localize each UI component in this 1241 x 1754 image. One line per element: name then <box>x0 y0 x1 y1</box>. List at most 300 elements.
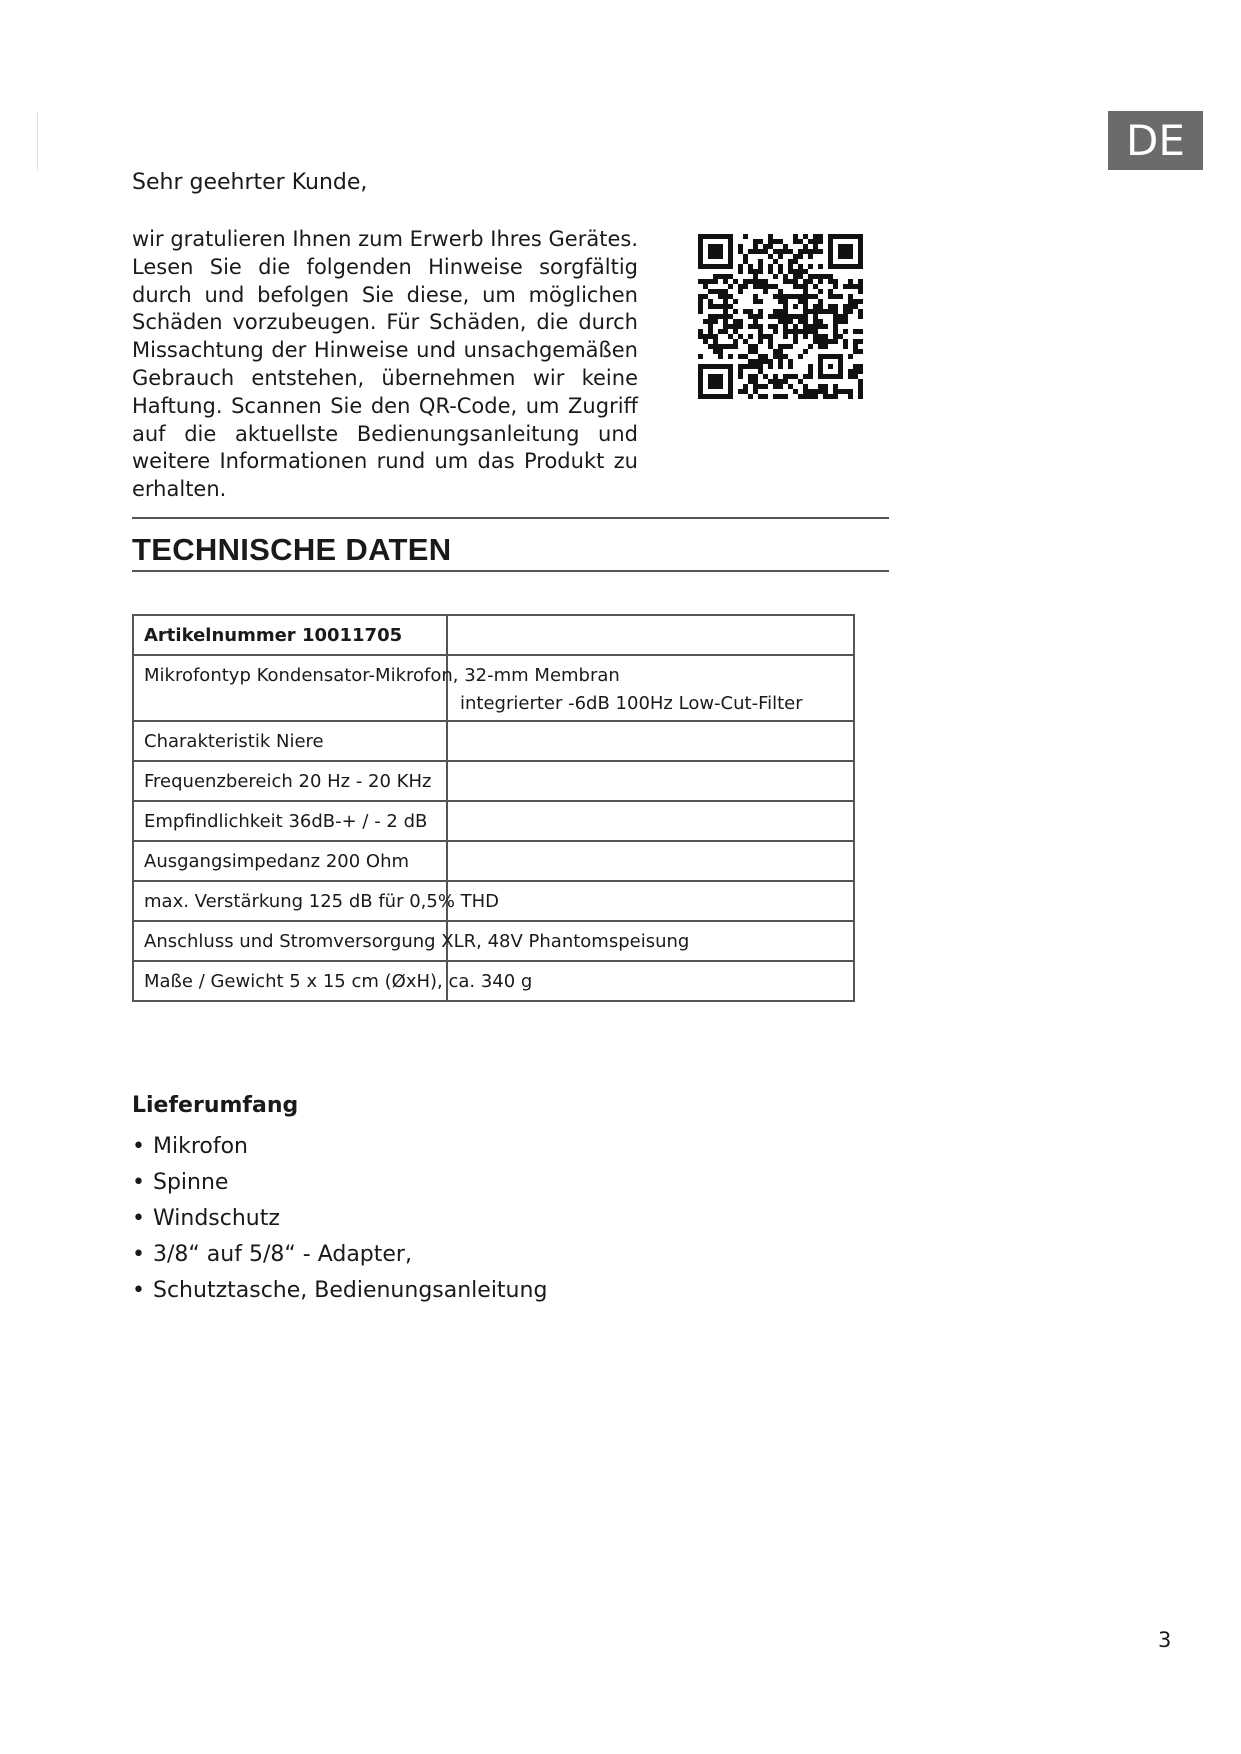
qr-module <box>768 264 773 269</box>
qr-module <box>813 319 818 324</box>
qr-module <box>793 279 798 284</box>
table-row <box>133 655 854 721</box>
qr-module <box>748 394 753 399</box>
qr-module <box>783 394 788 399</box>
qr-module <box>808 344 813 349</box>
qr-module <box>783 344 788 349</box>
qr-module <box>738 289 743 294</box>
qr-module <box>768 244 773 249</box>
bullet-icon: • <box>132 1206 145 1231</box>
qr-module <box>768 254 773 259</box>
qr-module <box>773 384 778 389</box>
qr-module <box>743 384 748 389</box>
qr-module <box>798 239 803 244</box>
qr-module <box>808 369 813 374</box>
qr-module <box>853 374 858 379</box>
qr-module <box>773 329 778 334</box>
qr-module <box>828 279 833 284</box>
qr-module <box>768 364 773 369</box>
section-title: TECHNISCHE DATEN <box>132 532 452 567</box>
qr-module <box>783 274 788 279</box>
qr-module <box>703 339 708 344</box>
qr-module <box>753 319 758 324</box>
list-item-label: Schutztasche, Bedienungsanleitung <box>153 1278 548 1303</box>
qr-module <box>803 304 808 309</box>
qr-module <box>703 319 708 324</box>
section-rule-top <box>132 517 889 519</box>
qr-module <box>778 394 783 399</box>
qr-module <box>698 334 703 339</box>
qr-module <box>773 239 778 244</box>
qr-module <box>823 339 828 344</box>
qr-module <box>813 304 818 309</box>
qr-module <box>743 259 748 264</box>
qr-module <box>703 294 708 299</box>
qr-module <box>808 394 813 399</box>
qr-module <box>743 354 748 359</box>
qr-module <box>818 389 823 394</box>
qr-module <box>833 309 838 314</box>
qr-module <box>818 239 823 244</box>
qr-module <box>818 334 823 339</box>
list-item-label: Windschutz <box>153 1206 280 1231</box>
qr-module <box>758 329 763 334</box>
qr-module <box>803 234 808 239</box>
qr-module <box>813 324 818 329</box>
qr-module <box>833 284 838 289</box>
qr-module <box>858 289 863 294</box>
qr-module <box>808 364 813 369</box>
qr-module <box>808 239 813 244</box>
qr-module <box>778 249 783 254</box>
qr-module <box>733 344 738 349</box>
qr-module <box>783 354 788 359</box>
qr-module <box>778 309 783 314</box>
qr-module <box>858 279 863 284</box>
qr-module <box>828 289 833 294</box>
qr-module <box>808 374 813 379</box>
qr-module <box>728 324 733 329</box>
qr-code <box>698 234 863 399</box>
qr-module <box>713 319 718 324</box>
qr-module <box>858 394 863 399</box>
qr-module <box>698 299 703 304</box>
qr-module <box>823 384 828 389</box>
qr-module <box>853 284 858 289</box>
qr-module <box>858 284 863 289</box>
qr-module <box>718 294 723 299</box>
qr-module <box>773 294 778 299</box>
qr-module <box>793 389 798 394</box>
qr-module <box>748 264 753 269</box>
qr-module <box>748 344 753 349</box>
qr-module <box>718 329 723 334</box>
qr-module <box>753 249 758 254</box>
qr-module <box>758 339 763 344</box>
qr-module <box>803 334 808 339</box>
qr-module <box>713 349 718 354</box>
qr-module <box>843 309 848 314</box>
table-row <box>133 615 854 655</box>
qr-module <box>808 279 813 284</box>
qr-module <box>723 309 728 314</box>
qr-module <box>798 294 803 299</box>
qr-module <box>783 334 788 339</box>
qr-module <box>748 364 753 369</box>
qr-module <box>798 284 803 289</box>
qr-module <box>793 314 798 319</box>
qr-module <box>788 264 793 269</box>
qr-module <box>748 379 753 384</box>
qr-module <box>783 249 788 254</box>
qr-module <box>823 334 828 339</box>
qr-module <box>843 319 848 324</box>
qr-module <box>853 339 858 344</box>
qr-module <box>738 389 743 394</box>
qr-module <box>718 354 723 359</box>
qr-module <box>818 289 823 294</box>
qr-module <box>858 299 863 304</box>
qr-module <box>753 294 758 299</box>
qr-module <box>753 269 758 274</box>
qr-module <box>778 299 783 304</box>
qr-module <box>803 299 808 304</box>
qr-module <box>778 384 783 389</box>
qr-module <box>758 384 763 389</box>
qr-module <box>768 269 773 274</box>
qr-module <box>818 309 823 314</box>
qr-module <box>833 319 838 324</box>
qr-module <box>793 334 798 339</box>
qr-module <box>833 314 838 319</box>
qr-module <box>798 354 803 359</box>
qr-module <box>738 369 743 374</box>
qr-module <box>708 289 713 294</box>
qr-module <box>828 309 833 314</box>
qr-module <box>713 344 718 349</box>
qr-module <box>778 319 783 324</box>
qr-module <box>848 284 853 289</box>
qr-module <box>858 329 863 334</box>
qr-module <box>773 379 778 384</box>
qr-module <box>728 294 733 299</box>
qr-module <box>848 299 853 304</box>
qr-module <box>773 354 778 359</box>
table-row <box>133 761 854 801</box>
qr-module <box>753 239 758 244</box>
qr-module <box>783 279 788 284</box>
qr-module <box>838 294 843 299</box>
qr-module <box>713 274 718 279</box>
qr-module <box>778 364 783 369</box>
qr-module <box>858 384 863 389</box>
qr-module <box>778 264 783 269</box>
qr-module <box>728 274 733 279</box>
qr-module <box>833 279 838 284</box>
qr-module <box>793 324 798 329</box>
qr-module <box>803 329 808 334</box>
qr-module <box>748 269 753 274</box>
qr-module <box>788 384 793 389</box>
qr-module <box>848 389 853 394</box>
qr-module <box>703 284 708 289</box>
qr-module <box>753 244 758 249</box>
qr-module <box>753 314 758 319</box>
spec-text-continuation: integrierter -6dB 100Hz Low-Cut-Filter <box>460 693 803 714</box>
qr-module <box>788 259 793 264</box>
list-item <box>132 1273 547 1309</box>
qr-module <box>823 324 828 329</box>
qr-module <box>833 324 838 329</box>
qr-module <box>758 269 763 274</box>
qr-module <box>758 264 763 269</box>
qr-module <box>723 274 728 279</box>
qr-module <box>763 374 768 379</box>
list-item <box>132 1237 547 1273</box>
qr-module <box>733 339 738 344</box>
qr-module <box>743 389 748 394</box>
qr-module <box>858 309 863 314</box>
qr-module <box>728 284 733 289</box>
qr-module <box>838 314 843 319</box>
qr-module <box>803 319 808 324</box>
qr-module <box>768 234 773 239</box>
qr-module <box>858 369 863 374</box>
spec-text: Ausgangsimpedanz 200 Ohm <box>144 851 410 872</box>
qr-module <box>848 369 853 374</box>
qr-module <box>813 239 818 244</box>
qr-module <box>708 324 713 329</box>
qr-module <box>773 249 778 254</box>
qr-module <box>793 239 798 244</box>
qr-module <box>803 284 808 289</box>
qr-module <box>753 344 758 349</box>
qr-module <box>773 284 778 289</box>
qr-module <box>753 284 758 289</box>
qr-module <box>848 309 853 314</box>
qr-module <box>763 249 768 254</box>
qr-module <box>778 344 783 349</box>
qr-module <box>778 239 783 244</box>
qr-module <box>803 294 808 299</box>
qr-module <box>753 374 758 379</box>
qr-module <box>823 344 828 349</box>
qr-module <box>798 329 803 334</box>
qr-module <box>833 389 838 394</box>
qr-module <box>813 249 818 254</box>
qr-module <box>823 394 828 399</box>
qr-module <box>743 309 748 314</box>
qr-module <box>778 314 783 319</box>
qr-module <box>773 394 778 399</box>
qr-module <box>768 324 773 329</box>
qr-module <box>843 284 848 289</box>
qr-module <box>738 364 743 369</box>
section-rule-bottom <box>132 570 889 572</box>
qr-module <box>698 309 703 314</box>
qr-module <box>858 339 863 344</box>
qr-module <box>773 309 778 314</box>
qr-module <box>853 344 858 349</box>
qr-module <box>713 339 718 344</box>
qr-module <box>808 274 813 279</box>
page-edge-mark <box>37 112 38 170</box>
qr-module <box>793 284 798 289</box>
delivery-heading: Lieferumfang <box>132 1093 299 1118</box>
qr-module <box>728 344 733 349</box>
qr-module <box>758 239 763 244</box>
qr-module <box>748 309 753 314</box>
qr-module <box>768 339 773 344</box>
qr-module <box>818 274 823 279</box>
qr-module <box>783 374 788 379</box>
qr-module <box>713 279 718 284</box>
page-number: 3 <box>1158 1628 1172 1652</box>
qr-module <box>788 329 793 334</box>
qr-module <box>813 244 818 249</box>
qr-module <box>708 304 713 309</box>
qr-module <box>833 329 838 334</box>
qr-module <box>818 319 823 324</box>
qr-module <box>708 329 713 334</box>
qr-module <box>788 364 793 369</box>
qr-module <box>773 324 778 329</box>
qr-module <box>763 354 768 359</box>
qr-module <box>858 364 863 369</box>
qr-module <box>783 244 788 249</box>
qr-module <box>848 394 853 399</box>
qr-module <box>823 389 828 394</box>
qr-module <box>843 329 848 334</box>
qr-module <box>728 314 733 319</box>
qr-module <box>743 284 748 289</box>
qr-module <box>803 349 808 354</box>
table-row <box>133 721 854 761</box>
qr-module <box>723 304 728 309</box>
qr-module <box>758 324 763 329</box>
qr-module <box>708 314 713 319</box>
qr-module <box>818 249 823 254</box>
qr-module <box>768 379 773 384</box>
qr-module <box>758 284 763 289</box>
qr-module <box>803 289 808 294</box>
qr-module <box>763 359 768 364</box>
qr-module <box>753 279 758 284</box>
spec-text: Anschluss und Stromversorgung XLR, 48V Phantomspeisung <box>144 931 690 952</box>
qr-module <box>803 314 808 319</box>
qr-module <box>783 309 788 314</box>
qr-module <box>833 384 838 389</box>
qr-module <box>733 319 738 324</box>
qr-module <box>738 269 743 274</box>
qr-module <box>843 304 848 309</box>
table-row <box>133 841 854 881</box>
qr-module <box>758 334 763 339</box>
bullet-icon: • <box>132 1134 145 1159</box>
qr-module <box>838 334 843 339</box>
qr-module <box>803 324 808 329</box>
qr-module <box>783 304 788 309</box>
qr-module <box>758 364 763 369</box>
qr-module <box>778 289 783 294</box>
qr-module <box>753 379 758 384</box>
qr-module <box>768 359 773 364</box>
qr-module <box>733 309 738 314</box>
qr-module <box>723 314 728 319</box>
qr-module <box>808 249 813 254</box>
qr-module <box>773 259 778 264</box>
qr-module <box>783 319 788 324</box>
qr-module <box>743 279 748 284</box>
qr-module <box>813 234 818 239</box>
qr-module <box>738 249 743 254</box>
qr-module <box>768 344 773 349</box>
qr-module <box>848 279 853 284</box>
qr-module <box>748 359 753 364</box>
table-row <box>133 961 854 1001</box>
qr-module <box>833 304 838 309</box>
qr-module <box>833 339 838 344</box>
qr-module <box>853 364 858 369</box>
qr-module <box>708 344 713 349</box>
qr-module <box>748 349 753 354</box>
qr-module <box>798 249 803 254</box>
qr-module <box>843 344 848 349</box>
list-item-label: 3/8“ auf 5/8“ - Adapter, <box>153 1242 412 1267</box>
qr-module <box>848 294 853 299</box>
qr-module <box>733 329 738 334</box>
qr-module <box>853 304 858 309</box>
table-row <box>133 881 854 921</box>
qr-module <box>758 314 763 319</box>
qr-module <box>783 299 788 304</box>
delivery-list <box>132 1129 547 1309</box>
qr-module <box>833 294 838 299</box>
qr-module <box>698 354 703 359</box>
qr-module <box>738 354 743 359</box>
qr-module <box>773 349 778 354</box>
qr-module <box>723 279 728 284</box>
qr-module <box>788 374 793 379</box>
qr-module <box>778 379 783 384</box>
qr-module <box>748 279 753 284</box>
qr-module <box>723 299 728 304</box>
spec-text: Empfindlichkeit 36dB-+ / - 2 dB <box>144 811 428 832</box>
qr-module <box>808 324 813 329</box>
qr-module <box>713 314 718 319</box>
table-row <box>133 801 854 841</box>
qr-module <box>723 324 728 329</box>
qr-module <box>718 274 723 279</box>
qr-module <box>858 349 863 354</box>
qr-module <box>803 374 808 379</box>
technical-data-table <box>132 614 855 1002</box>
qr-module <box>853 299 858 304</box>
qr-module <box>753 324 758 329</box>
qr-module <box>803 244 808 249</box>
list-item <box>132 1165 547 1201</box>
qr-module <box>763 244 768 249</box>
qr-module <box>758 249 763 254</box>
qr-module <box>798 264 803 269</box>
qr-module <box>818 234 823 239</box>
qr-module <box>753 384 758 389</box>
qr-module <box>788 319 793 324</box>
qr-module <box>818 339 823 344</box>
qr-module <box>858 314 863 319</box>
qr-module <box>833 394 838 399</box>
qr-module <box>718 349 723 354</box>
